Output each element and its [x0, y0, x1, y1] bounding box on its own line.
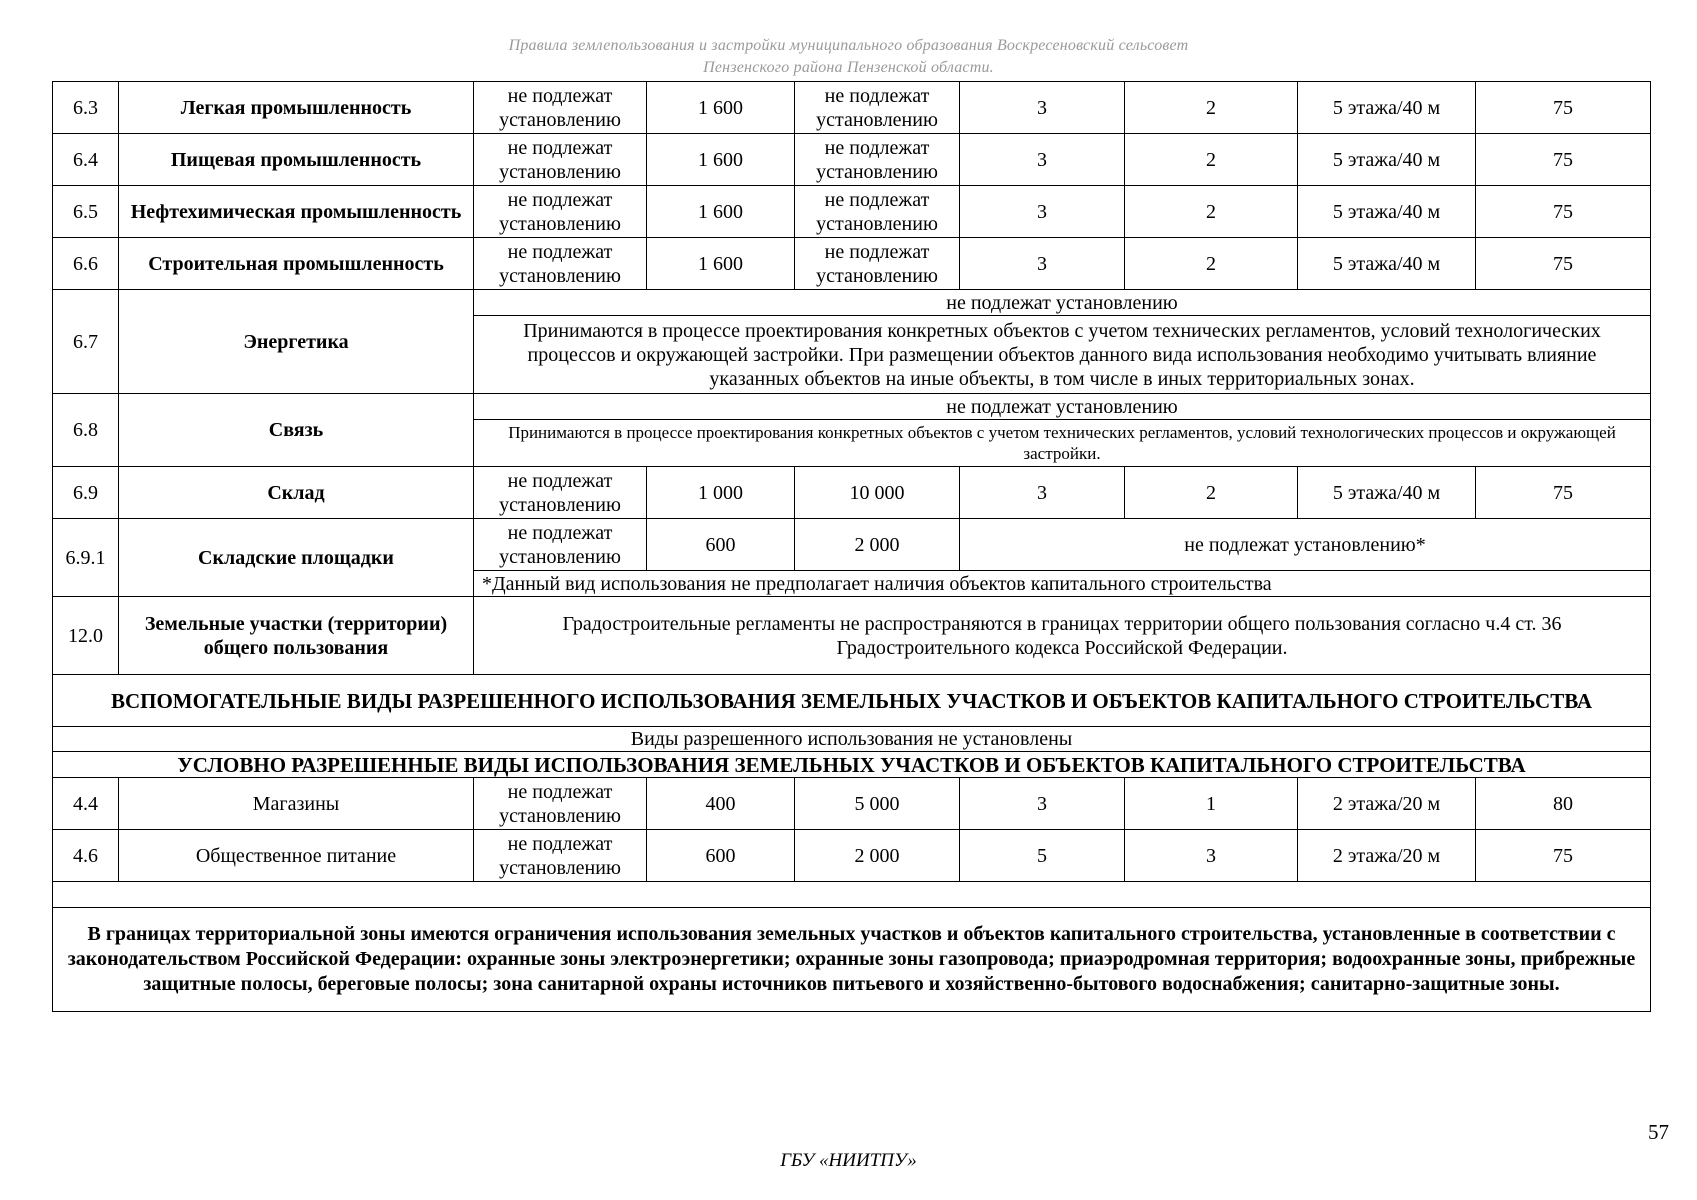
table-row: [53, 134, 1651, 186]
min-size-cell: 1 000: [647, 467, 795, 519]
max-area-cell: не подлежат установлению: [795, 186, 960, 238]
row-name: Общественное питание: [119, 830, 474, 882]
indent-cell: 3: [960, 82, 1125, 134]
regulation-text: Градостроительные регламенты не распространяются в границах территории общего пользования согласно ч.4 ст. 36 Градостроительного кодекса Российской Федерации.: [474, 597, 1651, 675]
coverage-cell: 75: [1476, 82, 1651, 134]
row-name: Связь: [119, 394, 474, 467]
row-name: Легкая промышленность: [119, 82, 474, 134]
row-name: Нефтехимическая промышленность: [119, 186, 474, 238]
max-area-cell: 2 000: [795, 519, 960, 571]
table-row: [53, 238, 1651, 290]
height-cell: 2 этажа/20 м: [1298, 778, 1476, 830]
height-cell: 5 этажа/40 м: [1298, 82, 1476, 134]
coverage-cell: 75: [1476, 467, 1651, 519]
min-size-cell: 1 600: [647, 238, 795, 290]
min-size-cell: 1 600: [647, 134, 795, 186]
indent-cell: 3: [960, 467, 1125, 519]
row-code: 6.6: [53, 238, 119, 290]
table-row: [53, 290, 1651, 316]
min-area-cell: не подлежат установлению: [474, 134, 647, 186]
min-area-cell: не подлежат установлению: [474, 467, 647, 519]
max-area-cell: 5 000: [795, 778, 960, 830]
min-size-cell: 1 600: [647, 186, 795, 238]
row-code: 6.8: [53, 394, 119, 467]
coverage-cell: 75: [1476, 238, 1651, 290]
restrictions-text: В границах территориальной зоны имеются ограничения использования земельных участков и объектов капитального строительства, установленные в соответствии с законодательством Российской Федерации: охранные зоны электроэнергетики; охранные зоны газопровода; приаэродромная территория; водоохранные зоны, прибрежные защитные полосы, береговые полосы; зона санитарной охраны источников питьевого и хозяйственно-бытового водоснабжения; санитарно-защитные зоны.: [53, 908, 1651, 1012]
table-row: [53, 82, 1651, 134]
row-code: 6.3: [53, 82, 119, 134]
max-area-cell: не подлежат установлению: [795, 238, 960, 290]
row-code: 6.9.1: [53, 519, 119, 597]
row-code: 6.5: [53, 186, 119, 238]
coverage-cell: 75: [1476, 830, 1651, 882]
section-note: Виды разрешенного использования не установлены: [53, 727, 1651, 752]
table-row: [53, 186, 1651, 238]
height-cell: 2 этажа/20 м: [1298, 830, 1476, 882]
height-cell: 5 этажа/40 м: [1298, 238, 1476, 290]
row-name: Земельные участки (территории) общего пользования: [119, 597, 474, 675]
row-code: 6.9: [53, 467, 119, 519]
height-cell: 5 этажа/40 м: [1298, 134, 1476, 186]
max-area-cell: не подлежат установлению: [795, 82, 960, 134]
regulation-text: Принимаются в процессе проектирования конкретных объектов с учетом технических регламентов, условий технологических процессов и окружающей застройки.: [474, 420, 1651, 467]
max-area-cell: 2 000: [795, 830, 960, 882]
section-row: [53, 675, 1651, 727]
height-cell: 5 этажа/40 м: [1298, 467, 1476, 519]
min-area-cell: не подлежат установлению: [474, 778, 647, 830]
table-row: [53, 597, 1651, 675]
running-header-line1: Правила землепользования и застройки муниципального образования Воскресеновский сельсовет: [508, 37, 1189, 54]
min-area-cell: не подлежат установлению: [474, 82, 647, 134]
section-title-conditional: УСЛОВНО РАЗРЕШЕННЫЕ ВИДЫ ИСПОЛЬЗОВАНИЯ ЗЕМЕЛЬНЫХ УЧАСТКОВ И ОБЪЕКТОВ КАПИТАЛЬНОГО СТРОИТЕЛЬСТВА: [53, 752, 1651, 778]
table-row: [53, 467, 1651, 519]
table-row: [53, 519, 1651, 571]
indent-cell: 3: [960, 186, 1125, 238]
setback-cell: 2: [1125, 134, 1298, 186]
row-name: Складские площадки: [119, 519, 474, 597]
restrictions-row: [53, 908, 1651, 1012]
coverage-cell: 80: [1476, 778, 1651, 830]
max-area-cell: 10 000: [795, 467, 960, 519]
min-size-cell: 1 600: [647, 82, 795, 134]
row-code: 6.4: [53, 134, 119, 186]
coverage-cell: 75: [1476, 186, 1651, 238]
table-row: [53, 778, 1651, 830]
min-area-cell: не подлежат установлению: [474, 186, 647, 238]
empty-row: [53, 882, 1651, 908]
setback-cell: 1: [1125, 778, 1298, 830]
setback-cell: 2: [1125, 238, 1298, 290]
section-title-auxiliary: ВСПОМОГАТЕЛЬНЫЕ ВИДЫ РАЗРЕШЕННОГО ИСПОЛЬЗОВАНИЯ ЗЕМЕЛЬНЫХ УЧАСТКОВ И ОБЪЕКТОВ КАПИТАЛЬНОГО СТРОИТЕЛЬСТВА: [53, 675, 1651, 727]
not-established-cell: не подлежат установлению: [474, 290, 1651, 316]
row-code: 6.7: [53, 290, 119, 394]
setback-cell: 2: [1125, 186, 1298, 238]
table-row: [53, 830, 1651, 882]
indent-cell: 3: [960, 238, 1125, 290]
page-footer: ГБУ «НИИТПУ»: [780, 1150, 917, 1171]
row-name: Склад: [119, 467, 474, 519]
not-established-cell: не подлежат установлению: [474, 394, 1651, 420]
min-area-cell: не подлежат установлению: [474, 830, 647, 882]
footnote-cell: *Данный вид использования не предполагает наличия объектов капитального строительства: [474, 571, 1651, 597]
indent-cell: 5: [960, 830, 1125, 882]
max-area-cell: не подлежат установлению: [795, 134, 960, 186]
min-area-cell: не подлежат установлению: [474, 238, 647, 290]
min-size-cell: 600: [647, 830, 795, 882]
row-name: Энергетика: [119, 290, 474, 394]
row-name: Строительная промышленность: [119, 238, 474, 290]
not-established-cell: не подлежат установлению*: [960, 519, 1651, 571]
min-size-cell: 400: [647, 778, 795, 830]
height-cell: 5 этажа/40 м: [1298, 186, 1476, 238]
row-code: 4.6: [53, 830, 119, 882]
empty-cell: [53, 882, 1651, 908]
row-code: 12.0: [53, 597, 119, 675]
row-name: Магазины: [119, 778, 474, 830]
indent-cell: 3: [960, 134, 1125, 186]
row-code: 4.4: [53, 778, 119, 830]
setback-cell: 3: [1125, 830, 1298, 882]
page-number: 57: [1648, 1120, 1669, 1144]
running-header-line2: Пензенского района Пензенской области.: [703, 59, 994, 76]
regulation-text: Принимаются в процессе проектирования конкретных объектов с учетом технических регламентов, условий технологических процессов и окружающей застройки. При размещении объектов данного вида использования необходимо учитывать влияние указанных объектов на иные объекты, в том числе в иных территориальных зонах.: [474, 316, 1651, 394]
min-size-cell: 600: [647, 519, 795, 571]
coverage-cell: 75: [1476, 134, 1651, 186]
section-row: [53, 727, 1651, 752]
setback-cell: 2: [1125, 467, 1298, 519]
row-name: Пищевая промышленность: [119, 134, 474, 186]
section-row: [53, 752, 1651, 778]
table-row: [53, 394, 1651, 420]
indent-cell: 3: [960, 778, 1125, 830]
regulations-table: [52, 81, 1651, 1012]
min-area-cell: не подлежат установлению: [474, 519, 647, 571]
setback-cell: 2: [1125, 82, 1298, 134]
